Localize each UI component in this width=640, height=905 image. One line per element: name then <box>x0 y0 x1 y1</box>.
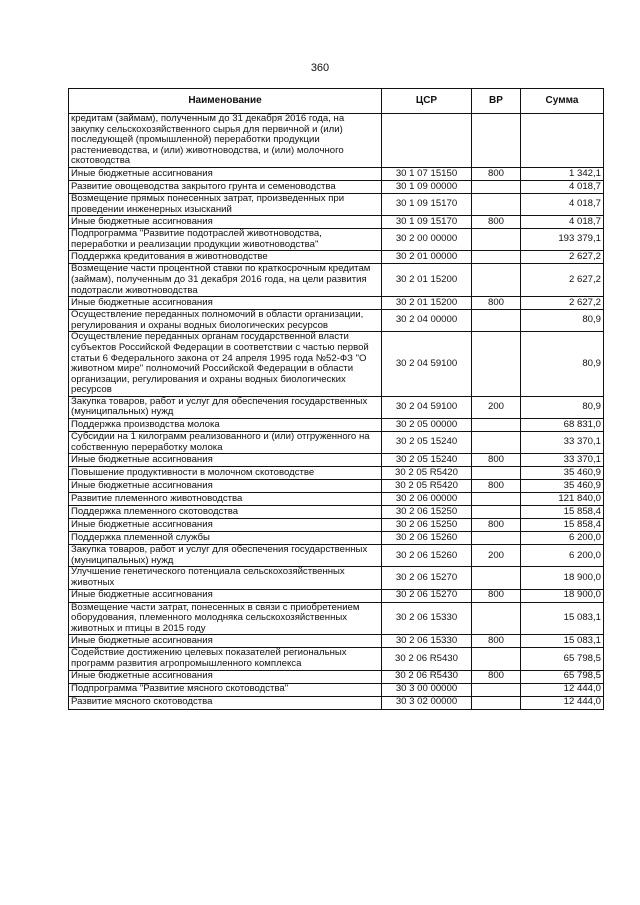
table-row <box>69 180 604 193</box>
table-row <box>69 193 604 215</box>
cell-sum: 80,9 <box>521 332 604 397</box>
cell-vr: 800 <box>472 670 521 683</box>
table-row <box>69 264 604 297</box>
table-row <box>69 229 604 251</box>
cell-sum: 18 900,0 <box>521 589 604 602</box>
cell-csr: 30 2 06 15330 <box>382 602 472 635</box>
cell-vr: 800 <box>472 216 521 229</box>
cell-sum: 2 627,2 <box>521 297 604 310</box>
cell-vr <box>472 310 521 332</box>
table-row <box>69 251 604 264</box>
cell-vr: 200 <box>472 396 521 418</box>
cell-vr <box>472 467 521 480</box>
table-row <box>69 683 604 696</box>
cell-csr: 30 2 06 15330 <box>382 635 472 648</box>
table-body <box>69 114 604 710</box>
cell-sum: 12 444,0 <box>521 683 604 696</box>
cell-name: Иные бюджетные ассигнования <box>69 519 382 532</box>
cell-vr <box>472 696 521 709</box>
table-row <box>69 419 604 432</box>
table-row <box>69 454 604 467</box>
cell-vr <box>472 180 521 193</box>
table-row <box>69 396 604 418</box>
table-row <box>69 635 604 648</box>
table-row <box>69 467 604 480</box>
table-row <box>69 493 604 506</box>
table-row <box>69 506 604 519</box>
cell-name: кредитам (займам), полученным до 31 декабря 2016 года, на закупку сельскохозяйственного сырья для первичной и (или) последующей (промышленной) переработки продукции растениеводства, и (или) животноводства, и (или) молочного скотоводства <box>69 114 382 168</box>
cell-sum: 15 858,4 <box>521 519 604 532</box>
column-header-name: Наименование <box>69 89 382 114</box>
table-row <box>69 567 604 589</box>
cell-vr: 800 <box>472 454 521 467</box>
cell-sum: 18 900,0 <box>521 567 604 589</box>
cell-sum: 6 200,0 <box>521 532 604 545</box>
page-number: 360 <box>310 62 330 74</box>
cell-csr: 30 2 05 15240 <box>382 432 472 454</box>
cell-vr <box>472 567 521 589</box>
cell-csr: 30 2 06 00000 <box>382 493 472 506</box>
cell-name: Иные бюджетные ассигнования <box>69 216 382 229</box>
cell-sum: 2 627,2 <box>521 251 604 264</box>
cell-vr <box>472 193 521 215</box>
cell-name: Осуществление переданных полномочий в области организации, регулирования и охраны водных биологических ресурсов <box>69 310 382 332</box>
cell-sum: 80,9 <box>521 310 604 332</box>
cell-sum <box>521 114 604 168</box>
cell-name: Развитие племенного животноводства <box>69 493 382 506</box>
cell-sum: 1 342,1 <box>521 167 604 180</box>
cell-name: Улучшение генетического потенциала сельскохозяйственных животных <box>69 567 382 589</box>
table-row <box>69 167 604 180</box>
cell-sum: 33 370,1 <box>521 454 604 467</box>
cell-name: Поддержка кредитования в животноводстве <box>69 251 382 264</box>
cell-sum: 121 840,0 <box>521 493 604 506</box>
cell-sum: 65 798,5 <box>521 648 604 670</box>
cell-csr: 30 1 09 15170 <box>382 193 472 215</box>
cell-vr: 800 <box>472 589 521 602</box>
cell-csr <box>382 114 472 168</box>
table-row <box>69 297 604 310</box>
table-row <box>69 696 604 709</box>
cell-name: Иные бюджетные ассигнования <box>69 635 382 648</box>
cell-csr: 30 2 05 15240 <box>382 454 472 467</box>
cell-name: Иные бюджетные ассигнования <box>69 670 382 683</box>
cell-name: Поддержка племенной службы <box>69 532 382 545</box>
cell-name: Возмещение части затрат, понесенных в связи с приобретением оборудования, племенного молодняка сельскохозяйственных животных и птицы в 2015 году <box>69 602 382 635</box>
cell-csr: 30 2 06 15270 <box>382 589 472 602</box>
cell-csr: 30 2 01 15200 <box>382 297 472 310</box>
cell-csr: 30 2 06 15270 <box>382 567 472 589</box>
cell-name: Возмещение части процентной ставки по краткосрочным кредитам (займам), полученным до 31 декабря 2016 года, на цели развития подотрасли животноводства <box>69 264 382 297</box>
cell-sum: 65 798,5 <box>521 670 604 683</box>
table-row <box>69 545 604 567</box>
cell-csr: 30 3 00 00000 <box>382 683 472 696</box>
cell-sum: 6 200,0 <box>521 545 604 567</box>
table-row <box>69 532 604 545</box>
cell-vr: 800 <box>472 167 521 180</box>
column-header-sum: Сумма <box>521 89 604 114</box>
cell-name: Иные бюджетные ассигнования <box>69 297 382 310</box>
cell-csr: 30 2 04 59100 <box>382 332 472 397</box>
cell-vr: 800 <box>472 635 521 648</box>
budget-table <box>68 88 604 710</box>
cell-vr <box>472 114 521 168</box>
cell-csr: 30 2 06 15250 <box>382 506 472 519</box>
cell-name: Иные бюджетные ассигнования <box>69 454 382 467</box>
cell-vr <box>472 229 521 251</box>
cell-vr <box>472 602 521 635</box>
cell-csr: 30 2 04 59100 <box>382 396 472 418</box>
cell-csr: 30 2 06 R5430 <box>382 648 472 670</box>
cell-name: Поддержка племенного скотоводства <box>69 506 382 519</box>
cell-csr: 30 2 01 15200 <box>382 264 472 297</box>
cell-sum: 35 460,9 <box>521 480 604 493</box>
cell-sum: 35 460,9 <box>521 467 604 480</box>
cell-name: Развитие мясного скотоводства <box>69 696 382 709</box>
cell-vr: 800 <box>472 480 521 493</box>
cell-csr: 30 2 06 R5430 <box>382 670 472 683</box>
table-header-row <box>69 89 604 114</box>
cell-vr <box>472 506 521 519</box>
cell-sum: 4 018,7 <box>521 180 604 193</box>
cell-sum: 4 018,7 <box>521 216 604 229</box>
column-header-csr: ЦСР <box>382 89 472 114</box>
cell-name: Закупка товаров, работ и услуг для обеспечения государственных (муниципальных) нужд <box>69 396 382 418</box>
cell-csr: 30 2 05 R5420 <box>382 480 472 493</box>
cell-csr: 30 2 06 15260 <box>382 532 472 545</box>
cell-csr: 30 2 05 00000 <box>382 419 472 432</box>
cell-name: Осуществление переданных органам государственной власти субъектов Российской Федерации в соответствии с частью первой статьи 6 Федерального закона от 24 апреля 1995 года №52-ФЗ "О животном мире" полномочий Российской Федерации в области организации, регулирования и охраны водных биологических ресурсов <box>69 332 382 397</box>
cell-name: Субсидии на 1 килограмм реализованного и (или) отгруженного на собственную переработку молока <box>69 432 382 454</box>
table-row <box>69 332 604 397</box>
table-row <box>69 216 604 229</box>
cell-csr: 30 3 02 00000 <box>382 696 472 709</box>
table-row <box>69 602 604 635</box>
cell-csr: 30 2 00 00000 <box>382 229 472 251</box>
cell-csr: 30 2 04 00000 <box>382 310 472 332</box>
table-row <box>69 648 604 670</box>
cell-name: Подпрограмма "Развитие подотраслей животноводства, переработки и реализации продукции животноводства" <box>69 229 382 251</box>
cell-sum: 4 018,7 <box>521 193 604 215</box>
cell-name: Подпрограмма "Развитие мясного скотоводства" <box>69 683 382 696</box>
cell-name: Закупка товаров, работ и услуг для обеспечения государственных (муниципальных) нужд <box>69 545 382 567</box>
cell-name: Иные бюджетные ассигнования <box>69 167 382 180</box>
cell-csr: 30 2 06 15250 <box>382 519 472 532</box>
cell-vr: 200 <box>472 545 521 567</box>
table-row <box>69 519 604 532</box>
cell-csr: 30 2 01 00000 <box>382 251 472 264</box>
cell-csr: 30 2 05 R5420 <box>382 467 472 480</box>
column-header-vr: ВР <box>472 89 521 114</box>
cell-name: Содействие достижению целевых показателей региональных программ развития агропромышленного комплекса <box>69 648 382 670</box>
cell-sum: 12 444,0 <box>521 696 604 709</box>
cell-name: Иные бюджетные ассигнования <box>69 480 382 493</box>
cell-vr <box>472 419 521 432</box>
cell-vr <box>472 332 521 397</box>
cell-name: Развитие овощеводства закрытого грунта и семеноводства <box>69 180 382 193</box>
cell-sum: 15 083,1 <box>521 602 604 635</box>
cell-name: Поддержка производства молока <box>69 419 382 432</box>
cell-sum: 80,9 <box>521 396 604 418</box>
table-row <box>69 589 604 602</box>
cell-name: Возмещение прямых понесенных затрат, произведенных при проведении инженерных изысканий <box>69 193 382 215</box>
cell-vr <box>472 683 521 696</box>
cell-vr: 800 <box>472 519 521 532</box>
cell-vr <box>472 493 521 506</box>
cell-csr: 30 1 09 00000 <box>382 180 472 193</box>
cell-vr: 800 <box>472 297 521 310</box>
cell-name: Повышение продуктивности в молочном скотоводстве <box>69 467 382 480</box>
cell-sum: 15 858,4 <box>521 506 604 519</box>
table-row <box>69 432 604 454</box>
cell-sum: 33 370,1 <box>521 432 604 454</box>
cell-vr <box>472 251 521 264</box>
table-row <box>69 480 604 493</box>
cell-sum: 15 083,1 <box>521 635 604 648</box>
cell-csr: 30 1 09 15170 <box>382 216 472 229</box>
cell-sum: 2 627,2 <box>521 264 604 297</box>
cell-sum: 193 379,1 <box>521 229 604 251</box>
cell-vr <box>472 648 521 670</box>
cell-name: Иные бюджетные ассигнования <box>69 589 382 602</box>
table-row <box>69 114 604 168</box>
table-row <box>69 310 604 332</box>
cell-vr <box>472 432 521 454</box>
cell-csr: 30 1 07 15150 <box>382 167 472 180</box>
cell-csr: 30 2 06 15260 <box>382 545 472 567</box>
table-row <box>69 670 604 683</box>
cell-vr <box>472 264 521 297</box>
cell-vr <box>472 532 521 545</box>
cell-sum: 68 831,0 <box>521 419 604 432</box>
